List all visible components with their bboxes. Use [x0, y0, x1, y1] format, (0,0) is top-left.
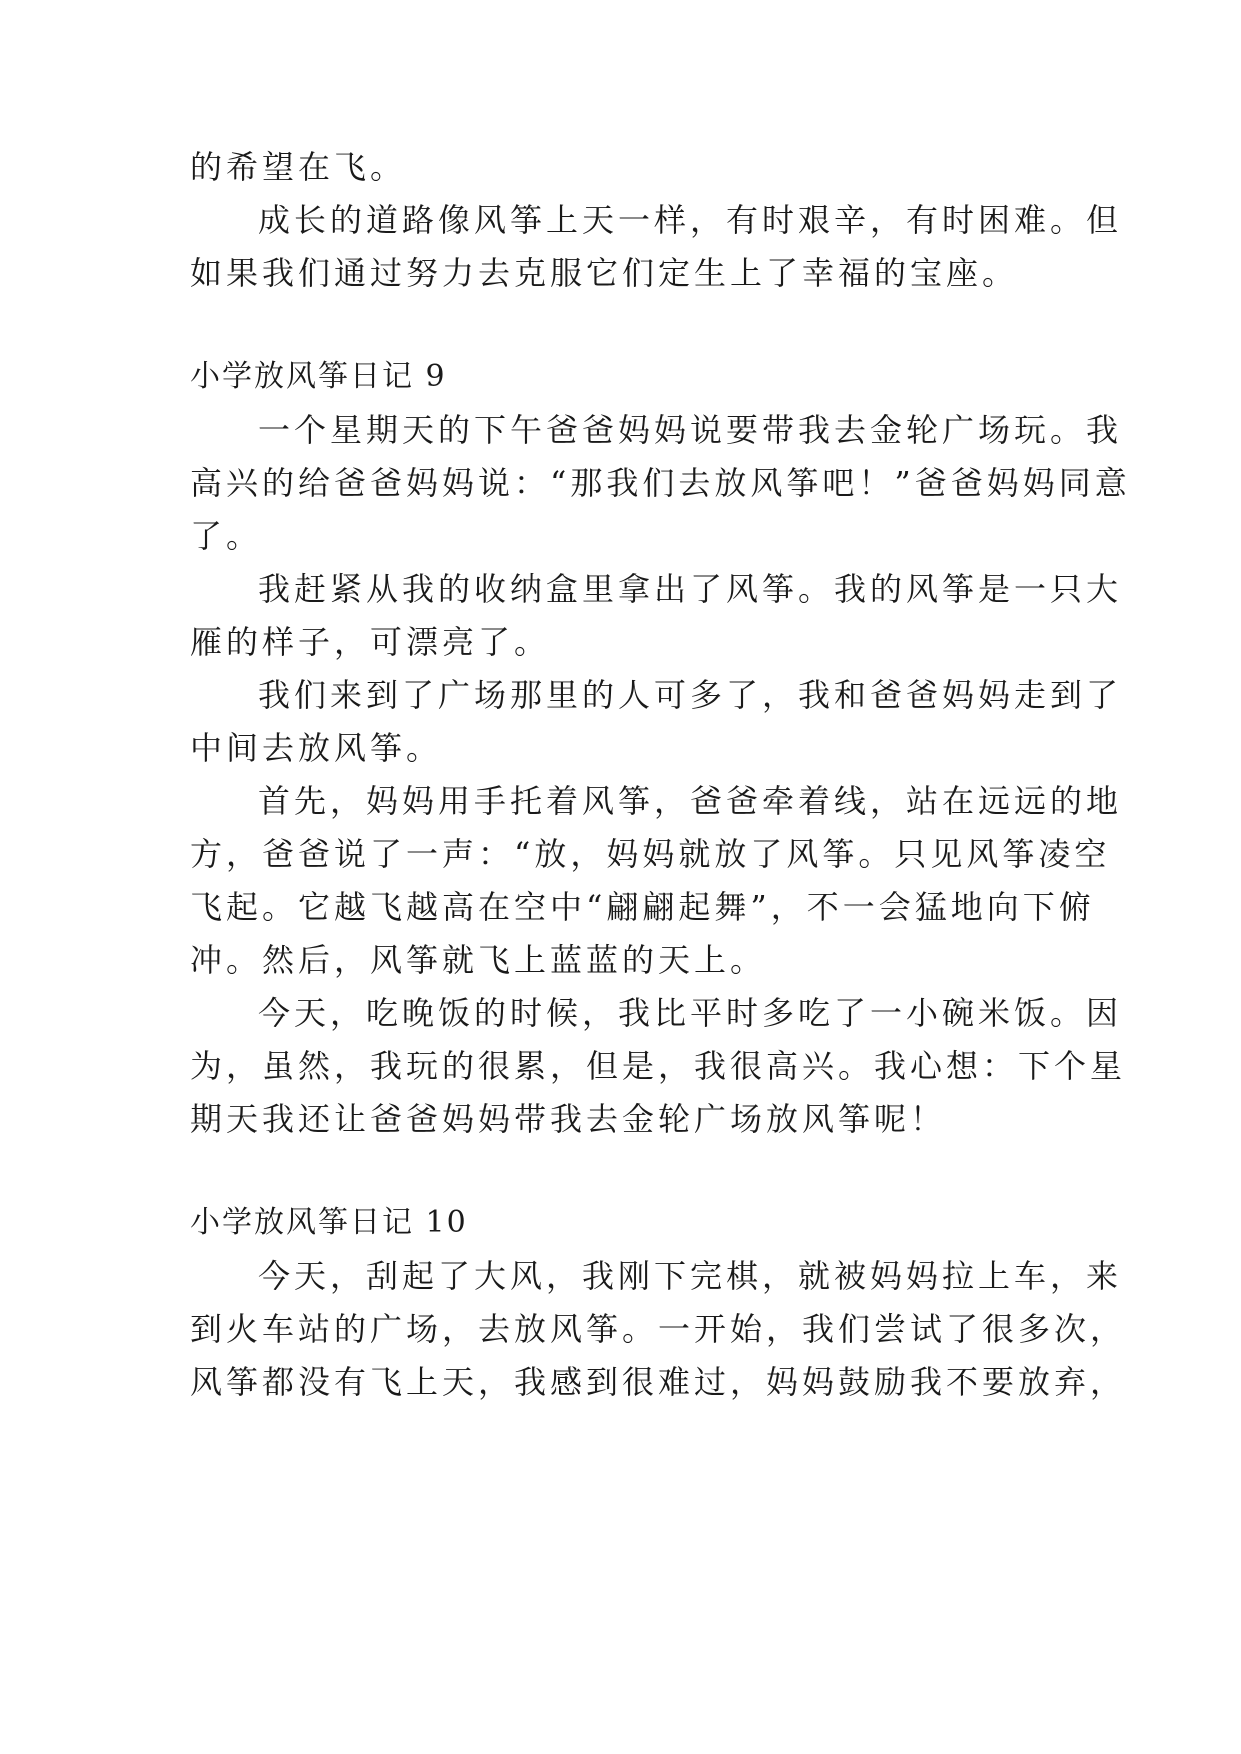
section-heading: 小学放风筝日记 9: [190, 359, 447, 394]
paragraph-line: 到火车站的广场，去放风筝。一开始，我们尝试了很多次，: [190, 1310, 1127, 1348]
paragraph-line: 成长的道路像风筝上天一样，有时艰辛，有时困难。但: [258, 201, 1123, 239]
paragraph-line: 中间去放风筝。: [190, 729, 443, 767]
paragraph-line: 今天，吃晚饭的时候，我比平时多吃了一小碗米饭。因: [258, 994, 1123, 1032]
paragraph-line: 为，虽然，我玩的很累，但是，我很高兴。我心想：下个星: [190, 1047, 1127, 1085]
paragraph-line: 飞起。它越飞越高在空中“翩翩起舞”，不一会猛地向下俯: [190, 888, 1095, 926]
paragraph-line: 了。: [190, 517, 263, 555]
paragraph-line: 方，爸爸说了一声：“放，妈妈就放了风筝。只见风筝凌空: [190, 835, 1111, 873]
paragraph-line: 我们来到了广场那里的人可多了，我和爸爸妈妈走到了: [258, 676, 1123, 714]
paragraph-line: 高兴的给爸爸妈妈说：“那我们去放风筝吧！”爸爸妈妈同意: [190, 464, 1131, 502]
paragraph-line: 如果我们通过努力去克服它们定生上了幸福的宝座。: [190, 254, 1019, 292]
paragraph-line: 的希望在飞。: [190, 148, 407, 186]
paragraph-line: 雁的样子，可漂亮了。: [190, 623, 551, 661]
paragraph-line: 首先，妈妈用手托着风筝，爸爸牵着线，站在远远的地: [258, 782, 1123, 820]
paragraph-line: 风筝都没有飞上天，我感到很难过，妈妈鼓励我不要放弃，: [190, 1363, 1127, 1401]
paragraph-line: 我赶紧从我的收纳盒里拿出了风筝。我的风筝是一只大: [258, 570, 1123, 608]
section-heading: 小学放风筝日记 10: [190, 1205, 468, 1240]
paragraph-line: 期天我还让爸爸妈妈带我去金轮广场放风筝呢！: [190, 1100, 947, 1138]
paragraph-line: 冲。然后，风筝就飞上蓝蓝的天上。: [190, 941, 767, 979]
paragraph-line: 一个星期天的下午爸爸妈妈说要带我去金轮广场玩。我: [258, 411, 1123, 449]
paragraph-line: 今天，刮起了大风，我刚下完棋，就被妈妈拉上车，来: [258, 1257, 1123, 1295]
